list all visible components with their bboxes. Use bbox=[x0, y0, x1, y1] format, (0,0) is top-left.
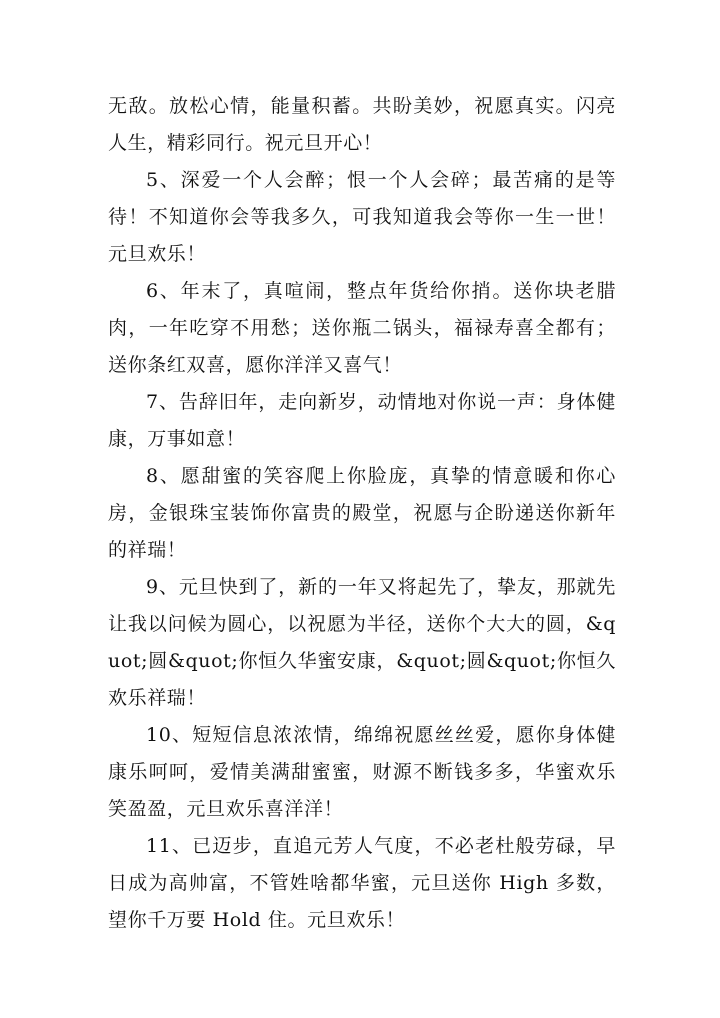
paragraph-item-6: 6、年末了，真喧闹，整点年货给你捎。送你块老腊肉，一年吃穿不用愁；送你瓶二锅头，福禄寿喜全都有；送你条红双喜，愿你洋洋又喜气！ bbox=[108, 280, 616, 376]
paragraph-item-10: 10、短短信息浓浓情，绵绵祝愿丝丝爱，愿你身体健康乐呵呵，爱情美满甜蜜蜜，财源不断钱多多，华蜜欢乐笑盈盈，元旦欢乐喜洋洋！ bbox=[108, 724, 616, 820]
paragraph-item-9: 9、元旦快到了，新的一年又将起先了，挚友，那就先让我以问候为圆心，以祝愿为半径，送你个大大的圆，&quot;圆&quot;你恒久华蜜安康，&quot;圆&quot;你恒久欢乐祥瑞！ bbox=[108, 576, 616, 709]
paragraph-item-8: 8、愿甜蜜的笑容爬上你脸庞，真挚的情意暖和你心房，金银珠宝装饰你富贵的殿堂，祝愿与企盼递送你新年的祥瑞！ bbox=[108, 465, 616, 561]
paragraph-item-11: 11、已迈步，直追元芳人气度，不必老杜般劳碌，早日成为高帅富，不管姓啥都华蜜，元旦送你 High 多数，望你千万要 Hold 住。元旦欢乐！ bbox=[108, 835, 616, 931]
paragraph-item-5: 5、深爱一个人会醉；恨一个人会碎；最苦痛的是等待！不知道你会等我多久，可我知道我会等你一生一世！元旦欢乐！ bbox=[108, 169, 616, 265]
paragraph-item-7: 7、告辞旧年，走向新岁，动情地对你说一声：身体健康，万事如意！ bbox=[108, 391, 616, 450]
paragraph-continuation: 无敌。放松心情，能量积蓄。共盼美妙，祝愿真实。闪亮人生，精彩同行。祝元旦开心！ bbox=[108, 95, 616, 154]
document-body bbox=[108, 88, 616, 939]
